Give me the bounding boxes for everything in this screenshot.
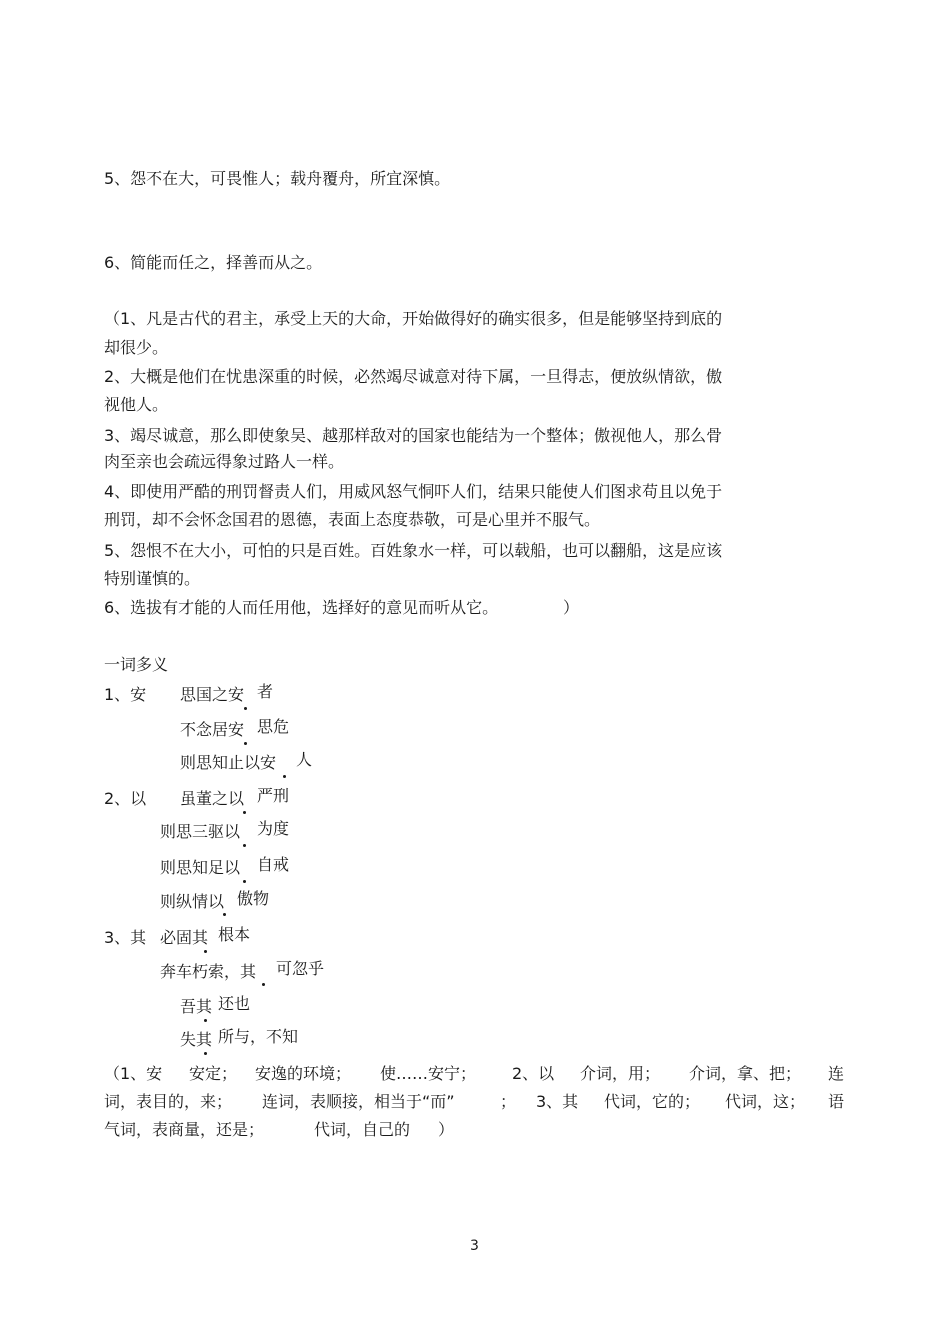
translation-line: 3、竭尽诚意，那么即使象吴、越那样敌对的国家也能结为一个整体；傲视他人，那么骨 (104, 426, 723, 445)
emphasis-dot (243, 811, 246, 814)
answer-text: 代词，这； (725, 1092, 806, 1111)
example-text: 思国之安 (180, 685, 245, 704)
question-5: 5、怨不在大，可畏惟人；载舟覆舟，所宜深慎。 (104, 169, 451, 188)
emphasis-dot (243, 880, 246, 883)
answer-text: 介词，用； (580, 1064, 661, 1083)
emphasis-dot (262, 983, 265, 986)
section-heading: 一词多义 (104, 655, 169, 674)
translation-line: 6、选拔有才能的人而任用他，选择好的意见而听从它。 (104, 598, 499, 617)
translation-close-paren: ） (563, 598, 580, 617)
example-text: 思危 (257, 717, 290, 736)
emphasis-dot (204, 1052, 207, 1055)
example-text: 必固其 (160, 928, 209, 947)
page-number: 3 (470, 1238, 479, 1254)
group-head: 3、其 (104, 928, 147, 947)
translation-line: 4、即使用严酷的刑罚督责人们，用威风怒气恫吓人们，结果只能使人们图求苟且以免于 (104, 482, 723, 501)
example-text: 者 (257, 682, 274, 701)
example-text: 失其 (180, 1030, 213, 1049)
translation-line: 视他人。 (104, 395, 169, 414)
example-text: 严刑 (257, 786, 290, 805)
example-text: 还也 (218, 994, 251, 1013)
answer-text: 气词，表商量，还是； (104, 1120, 265, 1139)
translation-line: 5、怨恨不在大小，可怕的只是百姓。百姓象水一样，可以载船，也可以翻船，这是应该 (104, 541, 723, 560)
answer-text: ） (438, 1120, 455, 1139)
answer-text: 词，表目的，来； (104, 1092, 233, 1111)
emphasis-dot (243, 844, 246, 847)
example-text: 人 (296, 750, 313, 769)
emphasis-dot (204, 1019, 207, 1022)
answer-text: ； (500, 1092, 517, 1111)
answer-text: 2、以 (512, 1064, 555, 1083)
emphasis-dot (244, 742, 247, 745)
example-text: 所与，不知 (218, 1027, 299, 1046)
answer-text: 安定； (189, 1064, 238, 1083)
group-head: 2、以 (104, 789, 147, 808)
example-text: 吾其 (180, 997, 213, 1016)
example-text: 为度 (257, 819, 290, 838)
answer-text: （1、安 (104, 1064, 163, 1083)
question-6: 6、简能而任之，择善而从之。 (104, 253, 323, 272)
answer-text: 使……安宁； (380, 1064, 477, 1083)
answer-text: 连 (828, 1064, 845, 1083)
answer-text: 3、其 (536, 1092, 579, 1111)
answer-text: 代词，自己的 (314, 1120, 411, 1139)
translation-line: 2、大概是他们在忧患深重的时候，必然竭尽诚意对待下属，一旦得志，便放纵情欲，傲 (104, 367, 723, 386)
answer-text: 介词，拿、把； (689, 1064, 802, 1083)
example-text: 则思三驱以 (160, 822, 241, 841)
emphasis-dot (204, 950, 207, 953)
translation-line: 刑罚，却不会怀念国君的恩德，表面上态度恭敬，可是心里并不服气。 (104, 510, 601, 529)
example-text: 奔车朽索，其 (160, 962, 257, 981)
example-text: 则思知止以安 (180, 753, 277, 772)
example-text: 不念居安 (180, 720, 245, 739)
translation-line: 肉至亲也会疏远得象过路人一样。 (104, 452, 345, 471)
answer-text: 代词，它的； (604, 1092, 701, 1111)
example-text: 则纵情以 (160, 892, 225, 911)
translation-line: 却很少。 (104, 338, 169, 357)
example-text: 虽董之以 (180, 789, 245, 808)
answer-text: 安逸的环境； (255, 1064, 352, 1083)
example-text: 可忽乎 (276, 959, 325, 978)
example-text: 自戒 (257, 855, 290, 874)
emphasis-dot (244, 707, 247, 710)
group-head: 1、安 (104, 685, 147, 704)
answer-text: 语 (828, 1092, 845, 1111)
translation-line: （1、凡是古代的君主，承受上天的大命，开始做得好的确实很多，但是能够坚持到底的 (104, 309, 723, 328)
emphasis-dot (283, 775, 286, 778)
emphasis-dot (223, 913, 226, 916)
translation-line: 特别谨慎的。 (104, 569, 201, 588)
answer-text: 连词，表顺接，相当于“而” (262, 1092, 455, 1111)
example-text: 傲物 (237, 889, 270, 908)
example-text: 根本 (218, 925, 251, 944)
example-text: 则思知足以 (160, 858, 241, 877)
